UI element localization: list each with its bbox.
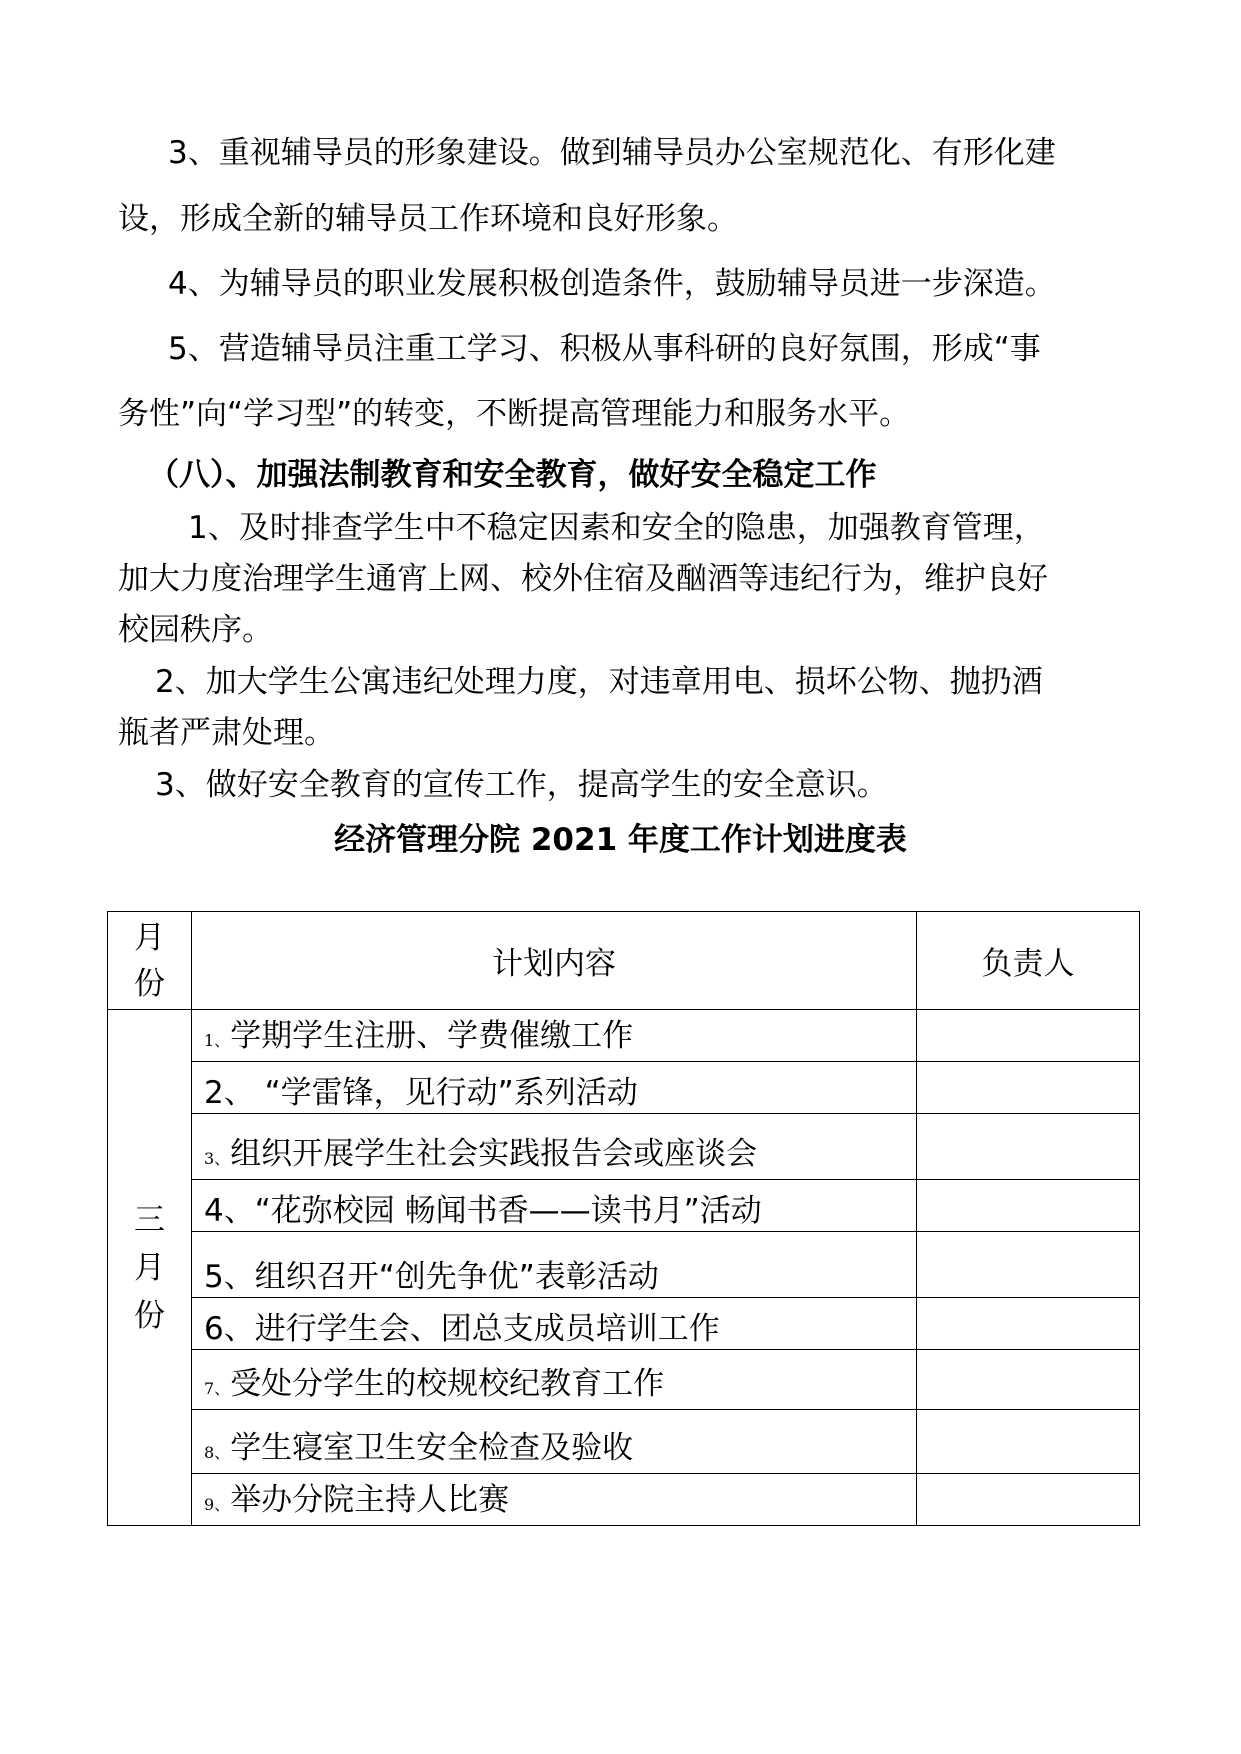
plan-item-number: 5、 xyxy=(204,1259,255,1295)
table-row xyxy=(108,1350,1140,1410)
section-8-heading: （八）、加强法制教育和安全教育，做好安全稳定工作 xyxy=(148,457,877,493)
header-content: 计划内容 xyxy=(192,912,917,1010)
section-8-item-2-line-1: 2、加大学生公寓违纪处理力度，对违章用电、损坏公物、抛扔酒 xyxy=(155,664,1043,700)
table-row xyxy=(108,1010,1140,1062)
paragraph-5-line-2: 务性”向“学习型”的转变，不断提高管理能力和服务水平。 xyxy=(118,396,911,432)
plan-item-text: “花弥校园 畅闻书香——读书月”活动 xyxy=(254,1193,762,1229)
plan-item-text: “学雷锋，见行动”系列活动 xyxy=(254,1075,638,1111)
table-row xyxy=(108,1474,1140,1526)
plan-item-text: 组织召开“创先争优”表彰活动 xyxy=(254,1259,659,1295)
plan-item-text: 受处分学生的校规校纪教育工作 xyxy=(230,1366,665,1402)
month-char-2: 月 xyxy=(134,1249,165,1286)
table-row xyxy=(108,1232,1140,1298)
section-8-item-2-line-2: 瓶者严肃处理。 xyxy=(118,715,335,751)
plan-item-number: 1、 xyxy=(204,1031,231,1050)
table-row xyxy=(108,1410,1140,1474)
plan-item-1 xyxy=(192,1010,917,1062)
plan-item-number: 9、 xyxy=(204,1495,231,1514)
month-char-3: 份 xyxy=(134,1297,165,1334)
table-row xyxy=(108,1180,1140,1232)
paragraph-5-line-1: 5、营造辅导员注重工学习、积极从事科研的良好氛围，形成“事 xyxy=(168,331,1041,367)
plan-item-4 xyxy=(192,1180,917,1232)
owner-cell xyxy=(917,1010,1140,1062)
paragraph-4-line-1: 4、为辅导员的职业发展积极创造条件，鼓励辅导员进一步深造。 xyxy=(168,266,1056,302)
plan-item-7 xyxy=(192,1350,917,1410)
section-8-item-1-line-2: 加大力度治理学生通宵上网、校外住宿及酗酒等违纪行为，维护良好 xyxy=(118,561,1048,597)
month-char-1: 三 xyxy=(134,1201,165,1238)
table-row xyxy=(108,1114,1140,1180)
owner-cell xyxy=(917,1180,1140,1232)
plan-item-text: 学期学生注册、学费催缴工作 xyxy=(230,1018,634,1054)
work-plan-table xyxy=(107,911,1140,1526)
header-month-char-2: 份 xyxy=(134,965,165,1002)
owner-cell xyxy=(917,1114,1140,1180)
plan-item-number: 3、 xyxy=(204,1149,231,1168)
header-owner: 负责人 xyxy=(917,912,1140,1010)
plan-item-3 xyxy=(192,1114,917,1180)
plan-item-8 xyxy=(192,1410,917,1474)
plan-item-5 xyxy=(192,1232,917,1298)
plan-item-number: 6、 xyxy=(204,1311,255,1347)
table-row xyxy=(108,1298,1140,1350)
owner-cell xyxy=(917,1350,1140,1410)
header-month xyxy=(108,912,192,1010)
plan-item-text: 学生寝室卫生安全检查及验收 xyxy=(230,1430,634,1466)
section-8-item-1-line-3: 校园秩序。 xyxy=(118,612,273,648)
plan-item-text: 组织开展学生社会实践报告会或座谈会 xyxy=(230,1136,758,1172)
header-month-char-1: 月 xyxy=(134,919,165,956)
plan-item-number: 2、 xyxy=(204,1075,255,1111)
table-header-row xyxy=(108,912,1140,1010)
plan-item-9 xyxy=(192,1474,917,1526)
table-row xyxy=(108,1062,1140,1114)
owner-cell xyxy=(917,1474,1140,1526)
section-8-item-3-line-1: 3、做好安全教育的宣传工作，提高学生的安全意识。 xyxy=(155,767,888,803)
plan-item-6 xyxy=(192,1298,917,1350)
plan-item-number: 4、 xyxy=(204,1193,255,1229)
paragraph-3-line-1: 3、重视辅导员的形象建设。做到辅导员办公室规范化、有形化建 xyxy=(168,135,1056,171)
paragraph-3-line-2: 设，形成全新的辅导员工作环境和良好形象。 xyxy=(118,201,738,237)
section-8-item-1-line-1: 1、及时排查学生中不稳定因素和安全的隐患，加强教育管理， xyxy=(188,510,1045,546)
plan-item-text: 进行学生会、团总支成员培训工作 xyxy=(254,1311,720,1347)
owner-cell xyxy=(917,1298,1140,1350)
month-cell-march xyxy=(108,1010,192,1526)
plan-item-2 xyxy=(192,1062,917,1114)
plan-item-number: 8、 xyxy=(204,1443,231,1462)
owner-cell xyxy=(917,1232,1140,1298)
owner-cell xyxy=(917,1410,1140,1474)
plan-item-text: 举办分院主持人比赛 xyxy=(230,1482,510,1518)
owner-cell xyxy=(917,1062,1140,1114)
table-title: 经济管理分院 2021 年度工作计划进度表 xyxy=(334,822,907,858)
plan-item-number: 7、 xyxy=(204,1379,231,1398)
